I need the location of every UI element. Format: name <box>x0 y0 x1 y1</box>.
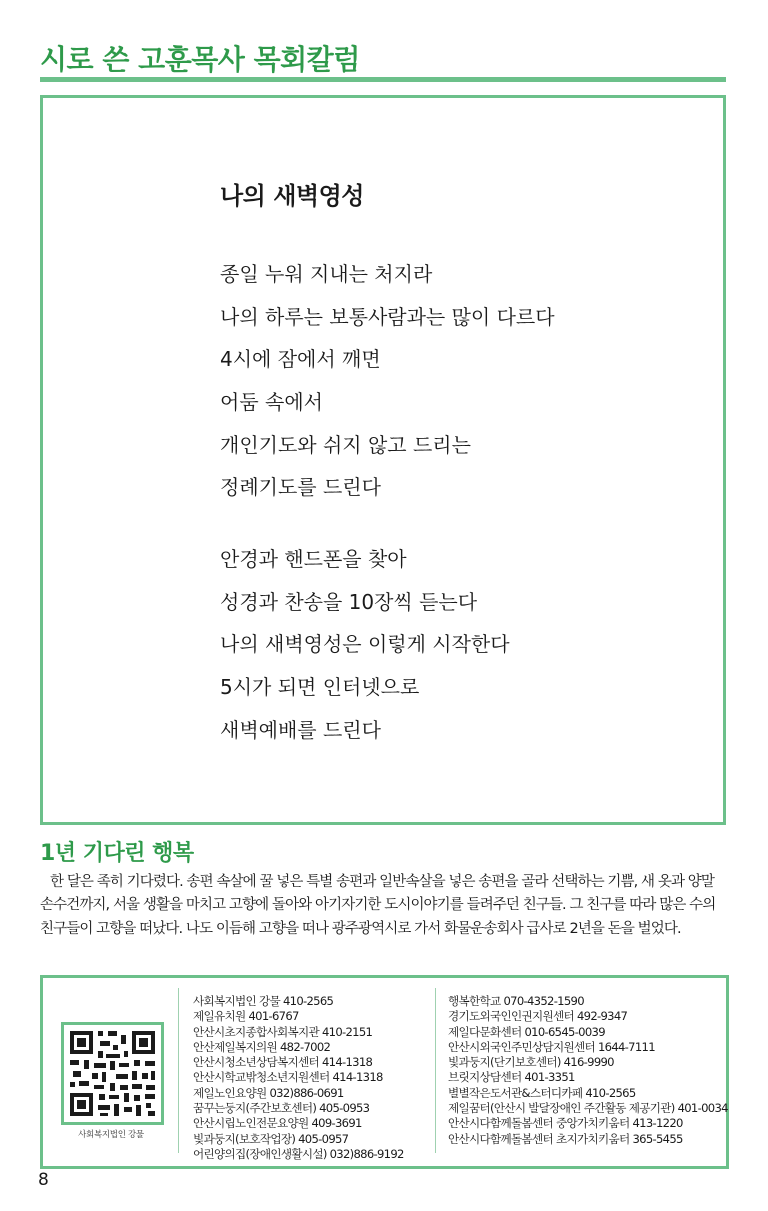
column-divider <box>178 988 179 1153</box>
essay-title: 1년 기다린 행복 <box>40 841 194 866</box>
poem-line: 개인기도와 쉬지 않고 드리는 <box>220 432 471 457</box>
column-divider <box>435 988 436 1153</box>
poem-line: 나의 하루는 보통사람과는 많이 다르다 <box>220 304 555 329</box>
poem-line: 나의 새벽영성은 이렇게 시작한다 <box>220 632 510 657</box>
directory-entry: 안산시다함께돌봄센터 중앙가치키움터 413-1220 <box>448 1116 683 1131</box>
directory-entry: 제일노인요양원 032)886-0691 <box>193 1085 344 1100</box>
directory-entry: 행복한학교 070-4352-1590 <box>448 994 584 1008</box>
poem-line: 어둠 속에서 <box>220 390 323 415</box>
poem-line: 4시에 잠에서 깨면 <box>220 347 381 372</box>
poem-title: 나의 새벽영성 <box>220 182 364 210</box>
page-number: 8 <box>38 1170 49 1190</box>
column-title: 시로 쓴 고훈목사 목회칼럼 <box>40 43 360 76</box>
directory-entry: 안산시외국인주민상담지원센터 1644-7111 <box>448 1039 655 1054</box>
directory-entry: 제일다문화센터 010-6545-0039 <box>448 1024 605 1039</box>
directory-column-2 <box>448 994 728 1147</box>
directory-entry: 꿈꾸는둥지(주간보호센터) 405-0953 <box>193 1101 370 1116</box>
poem-line: 성경과 찬송을 10장씩 듣는다 <box>220 589 478 614</box>
directory-entry: 사회복지법인 강물 410-2565 <box>193 994 334 1008</box>
directory-entry: 빛과둥지(보호작업장) 405-0957 <box>193 1131 349 1146</box>
directory-entry: 안산시다함께돌봄센터 초지가치키움터 365-5455 <box>448 1131 683 1146</box>
directory-entry: 별별작은도서관&스터디카페 410-2565 <box>448 1085 636 1100</box>
directory-entry: 안산시립노인전문요양원 409-3691 <box>193 1116 362 1131</box>
poem-line: 안경과 핸드폰을 찾아 <box>220 547 407 571</box>
qr-caption: 사회복지법인 강물 <box>78 1130 144 1140</box>
directory-entry: 안산시초지종합사회복지관 410-2151 <box>193 1024 373 1039</box>
poem-stanza-1 <box>220 253 555 509</box>
essay-body: 한 달은 족히 기다렸다. 송편 속살에 꿀 넣은 특별 송편과 일반속살을 넣은 송편을 골라 선택하는 기쁨, 새 옷과 양말 손수건까지, 서울 생활을 마치고 고향에 돌아와 아기자기한 도시이야기를 들려주던 친구들. 그 친구를 따라 많은 수의 친구들이 고향을 떠났다. 나도 이듬해 고향을 떠나 광주광역시로 가서 화물운송회사 급사로 2년을 돈을 벌었다. <box>40 874 716 937</box>
qr-code-graphic <box>64 1025 161 1122</box>
directory-column-1 <box>193 994 404 1162</box>
qr-code[interactable] <box>61 1022 164 1125</box>
directory-entry: 제일꿈터(안산시 발달장애인 주간활동 제공기관) 401-0034 <box>448 1101 728 1116</box>
directory-entry: 안산제일복지의원 482-7002 <box>193 1039 331 1054</box>
directory-entry: 브릿지상담센터 401-3351 <box>448 1070 575 1085</box>
poem-box <box>40 95 726 825</box>
poem-line: 5시가 되면 인터넷으로 <box>220 675 420 700</box>
directory-entry: 경기도외국인인권지원센터 492-9347 <box>448 1009 628 1024</box>
directory-entry: 제일유치원 401-6767 <box>193 1009 299 1024</box>
poem-line: 정례기도를 드린다 <box>220 475 381 500</box>
poem-line: 종일 누워 지내는 처지라 <box>220 262 433 286</box>
poem-line: 새벽예배를 드린다 <box>220 717 381 742</box>
directory-entry: 안산시학교밖청소년지원센터 414-1318 <box>193 1070 383 1085</box>
header-rule <box>40 77 726 82</box>
poem-stanza-2 <box>220 538 510 751</box>
directory-entry: 빛과둥지(단기보호센터) 416-9990 <box>448 1055 614 1070</box>
directory-entry: 어린양의집(장애인생활시설) 032)886-9192 <box>193 1146 404 1161</box>
directory-entry: 안산시청소년상담복지센터 414-1318 <box>193 1055 373 1070</box>
directory-box <box>40 975 729 1169</box>
